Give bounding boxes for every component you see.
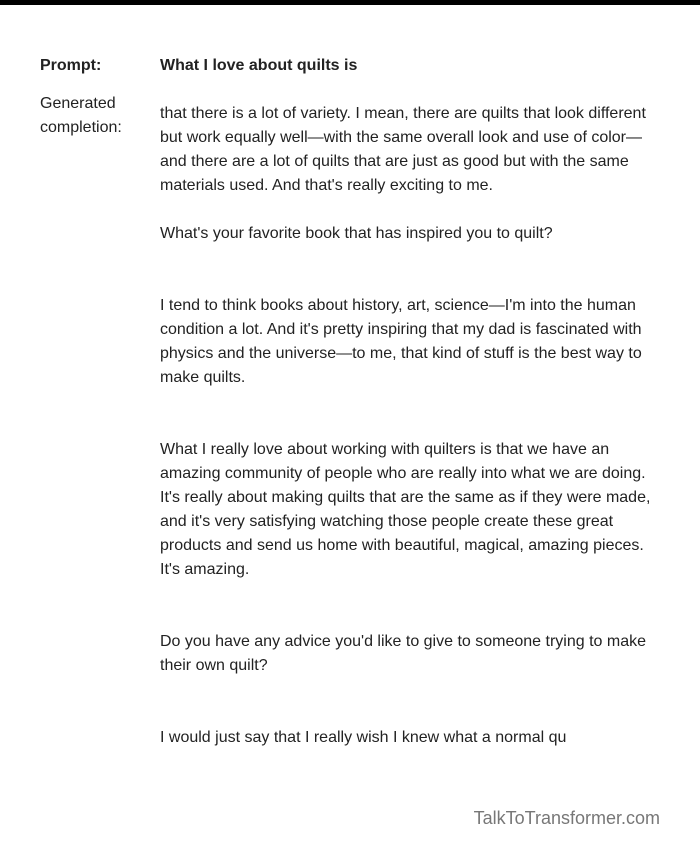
completion-paragraph: that there is a lot of variety. I mean, there are quilts that look different but work equally well—with the same overall look and use of color— and there are a lot of quilts that are just as good but with the same materials used. And that's really exciting to me. <box>160 105 646 194</box>
completion-paragraph: What's your favorite book that has inspired you to quilt? <box>160 225 553 242</box>
completion-paragraph: I would just say that I really wish I knew what a normal qu <box>160 729 567 746</box>
generated-completion-label: Generated completion: <box>40 95 122 136</box>
completion-paragraph: Do you have any advice you'd like to give to someone trying to make their own quilt? <box>160 633 646 674</box>
completion-paragraph: I tend to think books about history, art, science—I'm into the human condition a lot. And it's pretty inspiring that my dad is fascinated with physics and the universe—to me, that kind of stuff is the best way to make quilts. <box>160 297 642 386</box>
generated-completion <box>160 102 660 750</box>
completion-paragraph: What I really love about working with quilters is that we have an amazing community of people who are really into what we are doing. It's really about making quilts that are the same as if they were made, and it's very satisfying watching those people create these great products and send us home with beautiful, magical, amazing pieces. It's amazing. <box>160 441 651 578</box>
prompt-label: Prompt: <box>40 57 102 74</box>
site-watermark: TalkToTransformer.com <box>473 808 660 828</box>
top-bar <box>0 0 700 5</box>
prompt-text: What I love about quilts is <box>160 57 358 74</box>
